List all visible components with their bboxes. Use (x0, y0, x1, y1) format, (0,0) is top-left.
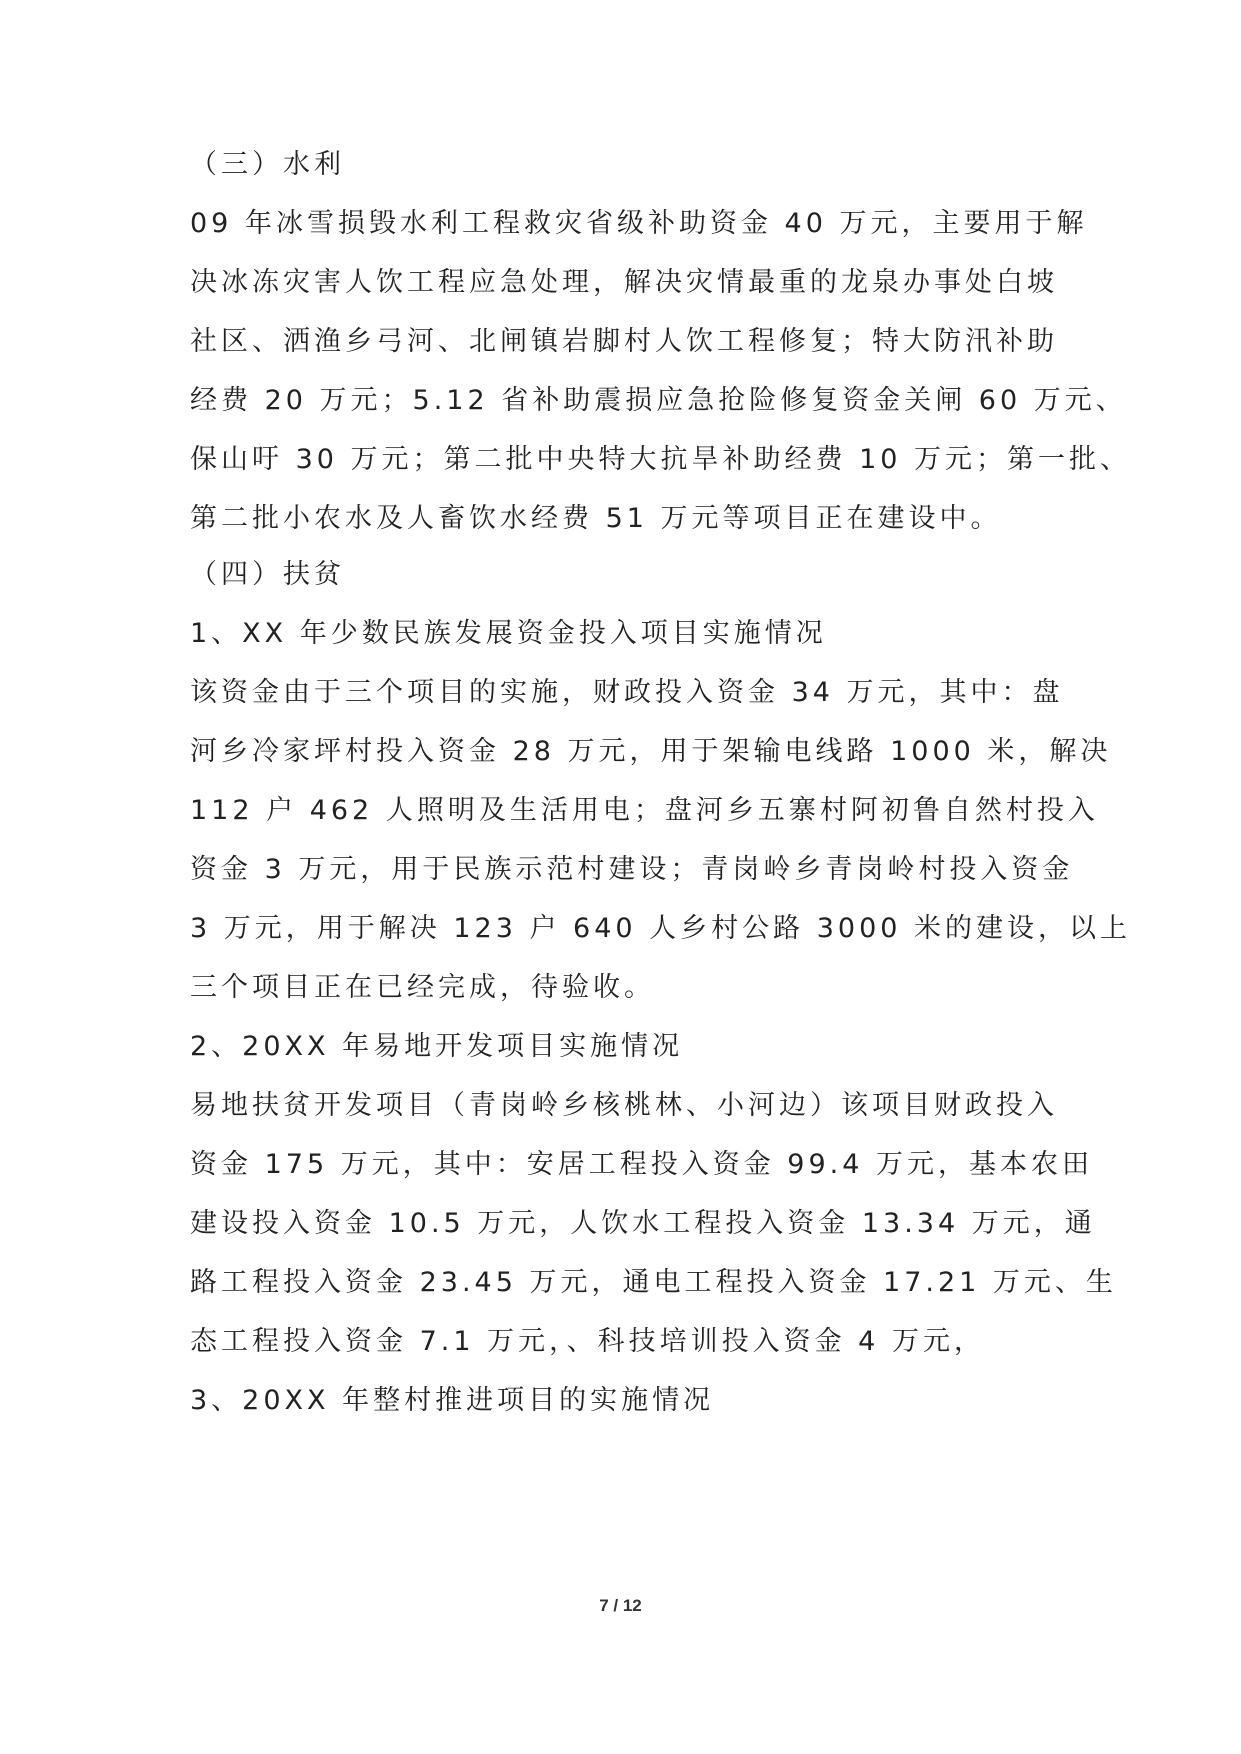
paragraph-line: 经费 20 万元；5.12 省补助震损应急抢险修复资金关闸 60 万元、 (190, 385, 1127, 416)
paragraph-line: 河乡冷家坪村投入资金 28 万元，用于架输电线路 1000 米，解决 (190, 736, 1112, 767)
paragraph-line: 建设投入资金 10.5 万元，人饮水工程投入资金 13.34 万元，通 (190, 1208, 1096, 1239)
paragraph-line: 决冰冻灾害人饮工程应急处理，解决灾情最重的龙泉办事处白坡 (190, 267, 1058, 298)
subsection-heading-1: 1、XX 年少数民族发展资金投入项目实施情况 (190, 618, 827, 649)
subsection-heading-3: 3、20XX 年整村推进项目的实施情况 (190, 1385, 715, 1416)
paragraph-line: 路工程投入资金 23.45 万元，通电工程投入资金 17.21 万元、生 (190, 1267, 1117, 1298)
paragraph-line: 三个项目正在已经完成，待验收。 (190, 972, 655, 1003)
paragraph-line: 112 户 462 人照明及生活用电；盘河乡五寨村阿初鲁自然村投入 (190, 795, 1099, 826)
page-number: 7 / 12 (599, 1596, 642, 1615)
paragraph-line: 易地扶贫开发项目（青岗岭乡核桃林、小河边）该项目财政投入 (190, 1090, 1058, 1121)
paragraph-line: 资金 175 万元，其中：安居工程投入资金 99.4 万元，基本农田 (190, 1149, 1093, 1180)
paragraph-line: 资金 3 万元，用于民族示范村建设；青岗岭乡青岗岭村投入资金 (190, 854, 1074, 885)
section-heading-poverty: （四）扶贫 (190, 559, 345, 590)
paragraph-line: 第二批小农水及人畜饮水经费 51 万元等项目正在建设中。 (190, 503, 1002, 534)
section-heading-water: （三）水利 (190, 149, 345, 180)
paragraph-line: 3 万元，用于解决 123 户 640 人乡村公路 3000 米的建设，以上 (190, 913, 1132, 944)
subsection-heading-2: 2、20XX 年易地开发项目实施情况 (190, 1031, 684, 1062)
paragraph-line: 09 年冰雪损毁水利工程救灾省级补助资金 40 万元，主要用于解 (190, 208, 1088, 239)
paragraph-line: 社区、洒渔乡弓河、北闸镇岩脚村人饮工程修复；特大防汛补助 (190, 326, 1058, 357)
paragraph-line: 态工程投入资金 7.1 万元，、科技培训投入资金 4 万元， (190, 1326, 985, 1357)
paragraph-line: 保山吁 30 万元；第二批中央特大抗旱补助经费 10 万元；第一批、 (190, 444, 1132, 475)
paragraph-line: 该资金由于三个项目的实施，财政投入资金 34 万元，其中：盘 (190, 677, 1064, 708)
